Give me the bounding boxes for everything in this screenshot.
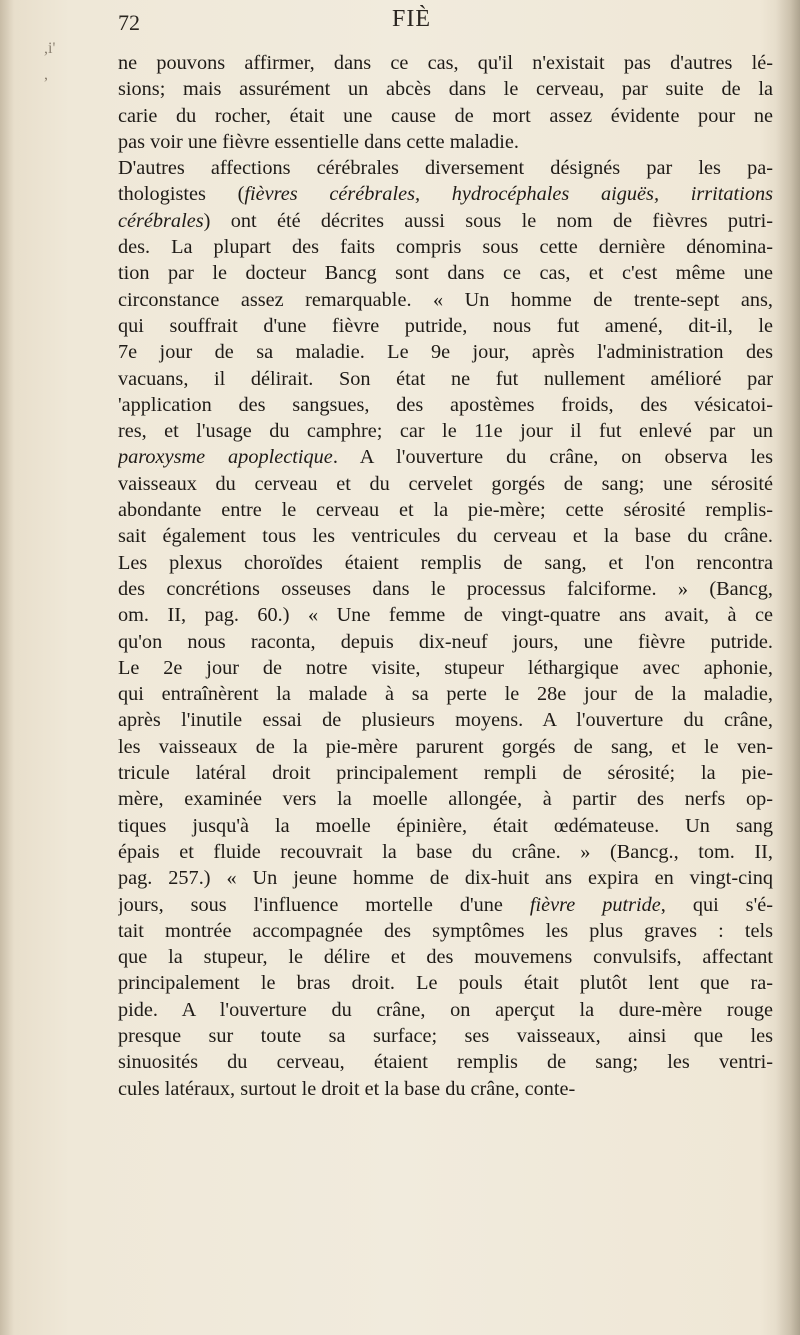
text-line: tion par le docteur Bancg sont dans ce cas, et c'est même une: [118, 262, 773, 285]
text-line: presque sur toute sa surface; ses vaisseaux, ainsi que les: [118, 1024, 773, 1047]
text-line: Le 2e jour de notre visite, stupeur léthargique avec aphonie,: [118, 656, 773, 679]
text-line: vaisseaux du cerveau et du cervelet gorgés de sang; une sérosité: [118, 472, 773, 495]
text-line: paroxysme apoplectique. A l'ouverture du crâne, on observa les: [118, 446, 773, 469]
body-text: [118, 50, 773, 1102]
text-line: cérébrales) ont été décrites aussi sous le nom de fièvres putri-: [118, 209, 773, 232]
text-line: sions; mais assurément un abcès dans le cerveau, par suite de la: [118, 78, 773, 101]
margin-mark: ,: [44, 66, 48, 83]
text-line: pide. A l'ouverture du crâne, on aperçut la dure-mère rouge: [118, 998, 773, 1021]
text-line: circonstance assez remarquable. « Un homme de trente-sept ans,: [118, 288, 773, 311]
text-line: sait également tous les ventricules du cerveau et la base du crâne.: [118, 525, 773, 548]
text-line: après l'inutile essai de plusieurs moyens. A l'ouverture du crâne,: [118, 709, 773, 732]
text-line: cules latéraux, surtout le droit et la base du crâne, conte-: [118, 1077, 576, 1100]
text-line: des concrétions osseuses dans le processus falciforme. » (Bancg,: [118, 577, 773, 600]
text-line: carie du rocher, était une cause de mort assez évidente pour ne: [118, 104, 773, 127]
text-line: qui souffrait d'une fièvre putride, nous fut amené, dit-il, le: [118, 314, 773, 337]
text-line: ne pouvons affirmer, dans ce cas, qu'il n'existait pas d'autres lé-: [118, 52, 773, 74]
text-line: om. II, pag. 60.) « Une femme de vingt-quatre ans avait, à ce: [118, 604, 773, 627]
margin-marks: [44, 36, 55, 88]
text-line: mère, examinée vers la moelle allongée, à partir des nerfs op-: [118, 788, 773, 811]
page-number: 72: [118, 10, 140, 35]
text-line: vacuans, il délirait. Son état ne fut nullement amélioré par: [118, 367, 773, 390]
text-line: 'application des sangsues, des apostèmes froids, des vésicatoi-: [118, 393, 773, 416]
text-line: que la stupeur, le délire et des mouvemens convulsifs, affectant: [118, 946, 773, 969]
text-line: qu'on nous raconta, depuis dix-neuf jours, une fièvre putride.: [118, 630, 773, 653]
text-line: pas voir une fièvre essentielle dans cette maladie.: [118, 130, 519, 153]
text-line: thologistes (fièvres cérébrales, hydrocéphales aiguës, irritations: [118, 183, 773, 206]
margin-mark: ,i': [44, 40, 56, 57]
text-line: jours, sous l'influence mortelle d'une fièvre putride, qui s'é-: [118, 893, 773, 916]
page-gutter-shadow: [776, 0, 800, 1335]
running-head: FIÈ: [392, 6, 431, 32]
text-line: épais et fluide recouvrait la base du crâne. » (Bancg., tom. II,: [118, 840, 773, 863]
text-line: les vaisseaux de la pie-mère parurent gorgés de sang, et le ven-: [118, 735, 773, 758]
text-line: tricule latéral droit principalement rempli de sérosité; la pie-: [118, 762, 773, 785]
text-line: tiques jusqu'à la moelle épinière, était œdémateuse. Un sang: [118, 814, 773, 837]
text-line: sinuosités du cerveau, étaient remplis de sang; les ventri-: [118, 1051, 773, 1074]
text-line: tait montrée accompagnée des symptômes les plus graves : tels: [118, 919, 773, 942]
text-line: res, et l'usage du camphre; car le 11e jour il fut enlevé par un: [118, 420, 773, 443]
text-line: 7e jour de sa maladie. Le 9e jour, après l'administration des: [118, 341, 773, 364]
text-line: abondante entre le cerveau et la pie-mère; cette sérosité remplis-: [118, 499, 773, 522]
page-left-edge: [0, 0, 14, 1335]
text-line: qui entraînèrent la malade à sa perte le 28e jour de la maladie,: [118, 683, 773, 706]
text-line: des. La plupart des faits compris sous cette dernière dénomina-: [118, 236, 773, 259]
text-line: pag. 257.) « Un jeune homme de dix-huit ans expira en vingt-cinq: [118, 867, 773, 890]
text-line: D'autres affections cérébrales diversement désignés par les pa-: [118, 157, 773, 180]
text-line: principalement le bras droit. Le pouls était plutôt lent que ra-: [118, 972, 773, 995]
text-line: Les plexus choroïdes étaient remplis de sang, et l'on rencontra: [118, 551, 773, 574]
page-header: [118, 6, 758, 46]
